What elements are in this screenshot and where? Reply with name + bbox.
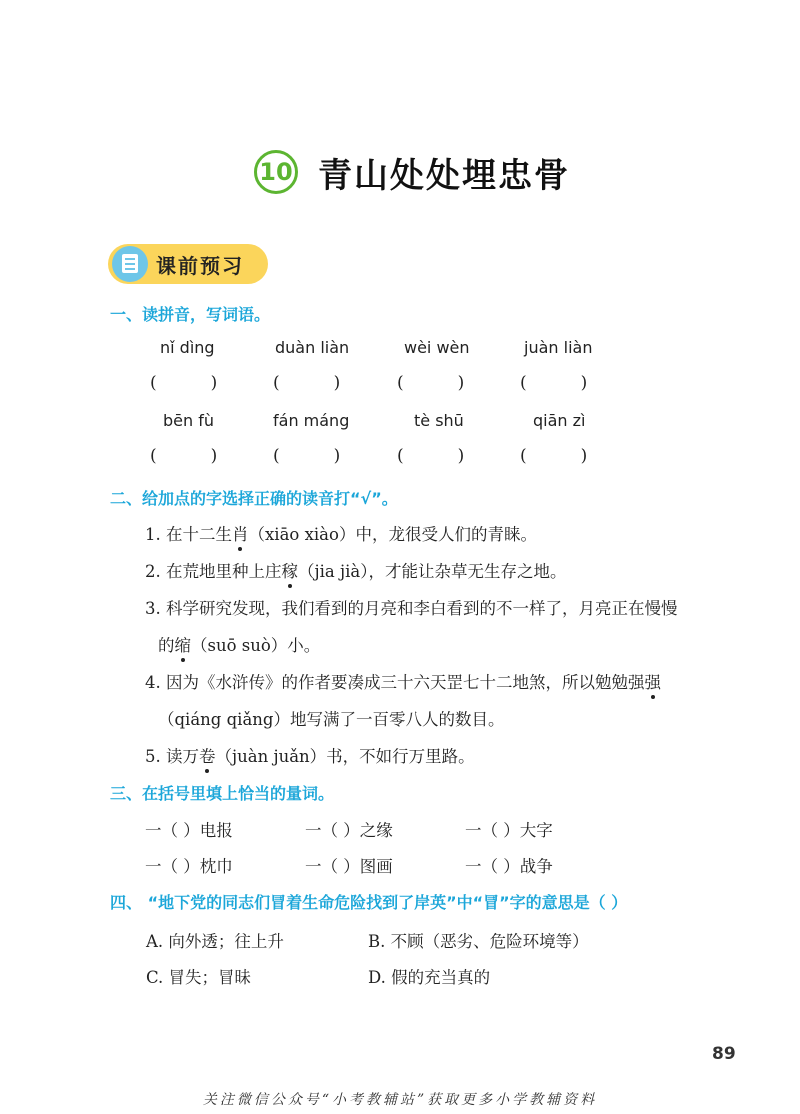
question-2-item-3-line-1: 3. 科学研究发现，我们看到的月亮和李白看到的不一样了，月亮正在慢慢	[145, 599, 678, 618]
measure-word-item[interactable]	[465, 853, 553, 877]
lesson-title: 青山处处埋忠骨	[318, 156, 570, 196]
answer-blank[interactable]: ( )	[397, 446, 465, 466]
option-b[interactable]: B. 不顾（恶劣、危险环境等）	[368, 932, 589, 951]
question-2-item-5	[145, 743, 475, 767]
item-text: 2. 在荒地里种上庄	[145, 562, 282, 581]
answer-blank[interactable]: 一（ ）	[305, 821, 360, 840]
item-text: （suō suò）小。	[191, 636, 321, 655]
option-d[interactable]: D. 假的充当真的	[368, 968, 491, 987]
pinyin: qiān zì	[533, 411, 586, 430]
answer-blank[interactable]: 一（ ）	[465, 821, 520, 840]
item-text: 图画	[359, 857, 393, 876]
item-text: （jia jià），才能让杂草无生存之地。	[298, 562, 567, 581]
item-text: 战争	[519, 857, 553, 876]
answer-blank[interactable]: ( )	[273, 446, 341, 466]
question-2-heading: 二、给加点的字选择正确的读音打“√”。	[110, 489, 398, 508]
question-2-item-4-line-1	[145, 669, 661, 693]
item-text: 电报	[199, 821, 233, 840]
option-a[interactable]: A. 向外透；往上升	[146, 932, 284, 951]
dotted-character: 卷	[199, 743, 216, 767]
measure-word-item[interactable]	[465, 817, 553, 841]
section-badge-label: 课前预习	[156, 254, 244, 278]
measure-word-item[interactable]	[305, 853, 393, 877]
page-number: 89	[712, 1044, 736, 1064]
answer-blank[interactable]: 一（ ）	[145, 821, 200, 840]
pinyin: wèi wèn	[404, 338, 470, 357]
pinyin: tè shū	[414, 411, 464, 430]
pinyin: duàn liàn	[275, 338, 350, 357]
question-2-item-1	[145, 521, 537, 545]
answer-blank[interactable]: ( )	[150, 373, 218, 393]
dotted-character: 强	[645, 669, 662, 693]
question-2-item-3-line-2	[158, 632, 320, 656]
book-icon	[112, 246, 148, 282]
lesson-number-badge: 10	[254, 150, 298, 194]
item-text: 4. 因为《水浒传》的作者要凑成三十六天罡七十二地煞，所以勉勉强	[145, 673, 645, 692]
item-text: 5. 读万	[145, 747, 199, 766]
answer-blank[interactable]: ( )	[150, 446, 218, 466]
item-text: 1. 在十二生	[145, 525, 232, 544]
answer-blank[interactable]: ( )	[520, 373, 588, 393]
pinyin: bēn fù	[163, 411, 214, 430]
item-text: 的	[158, 636, 175, 655]
item-text: （juàn juǎn）书，不如行万里路。	[215, 747, 475, 766]
answer-blank[interactable]: ( )	[520, 446, 588, 466]
item-text: 之缘	[359, 821, 393, 840]
measure-word-item[interactable]	[145, 817, 233, 841]
item-text: 枕巾	[199, 857, 233, 876]
dotted-character: 肖	[232, 521, 249, 545]
question-3-heading: 三、在括号里填上恰当的量词。	[110, 784, 335, 803]
question-2-item-4-line-2: （qiáng qiǎng）地写满了一百零八人的数目。	[158, 710, 505, 729]
answer-blank[interactable]: ( )	[397, 373, 465, 393]
question-4-heading: 四、 “地下党的同志们冒着生命危险找到了岸英”中“冒”字的意思是（ ）	[110, 893, 628, 912]
dotted-character: 稼	[282, 558, 299, 582]
option-c[interactable]: C. 冒失；冒昧	[146, 968, 252, 987]
item-text: （xiāo xiào）中，龙很受人们的青睐。	[248, 525, 537, 544]
question-1-heading: 一、读拼音，写词语。	[110, 305, 271, 324]
measure-word-item[interactable]	[145, 853, 233, 877]
pinyin: nǐ dìng	[160, 338, 215, 357]
pinyin: juàn liàn	[524, 338, 593, 357]
answer-blank[interactable]: ( )	[273, 373, 341, 393]
answer-blank[interactable]: 一（ ）	[305, 857, 360, 876]
footer-watermark: 关注微信公众号“小考教辅站”获取更多小学教辅资料	[202, 1092, 598, 1108]
question-2-item-2	[145, 558, 566, 582]
item-text: 大字	[519, 821, 553, 840]
answer-blank[interactable]: 一（ ）	[145, 857, 200, 876]
pinyin: fán máng	[273, 411, 350, 430]
answer-blank[interactable]: 一（ ）	[465, 857, 520, 876]
dotted-character: 缩	[175, 632, 192, 656]
measure-word-item[interactable]	[305, 817, 393, 841]
